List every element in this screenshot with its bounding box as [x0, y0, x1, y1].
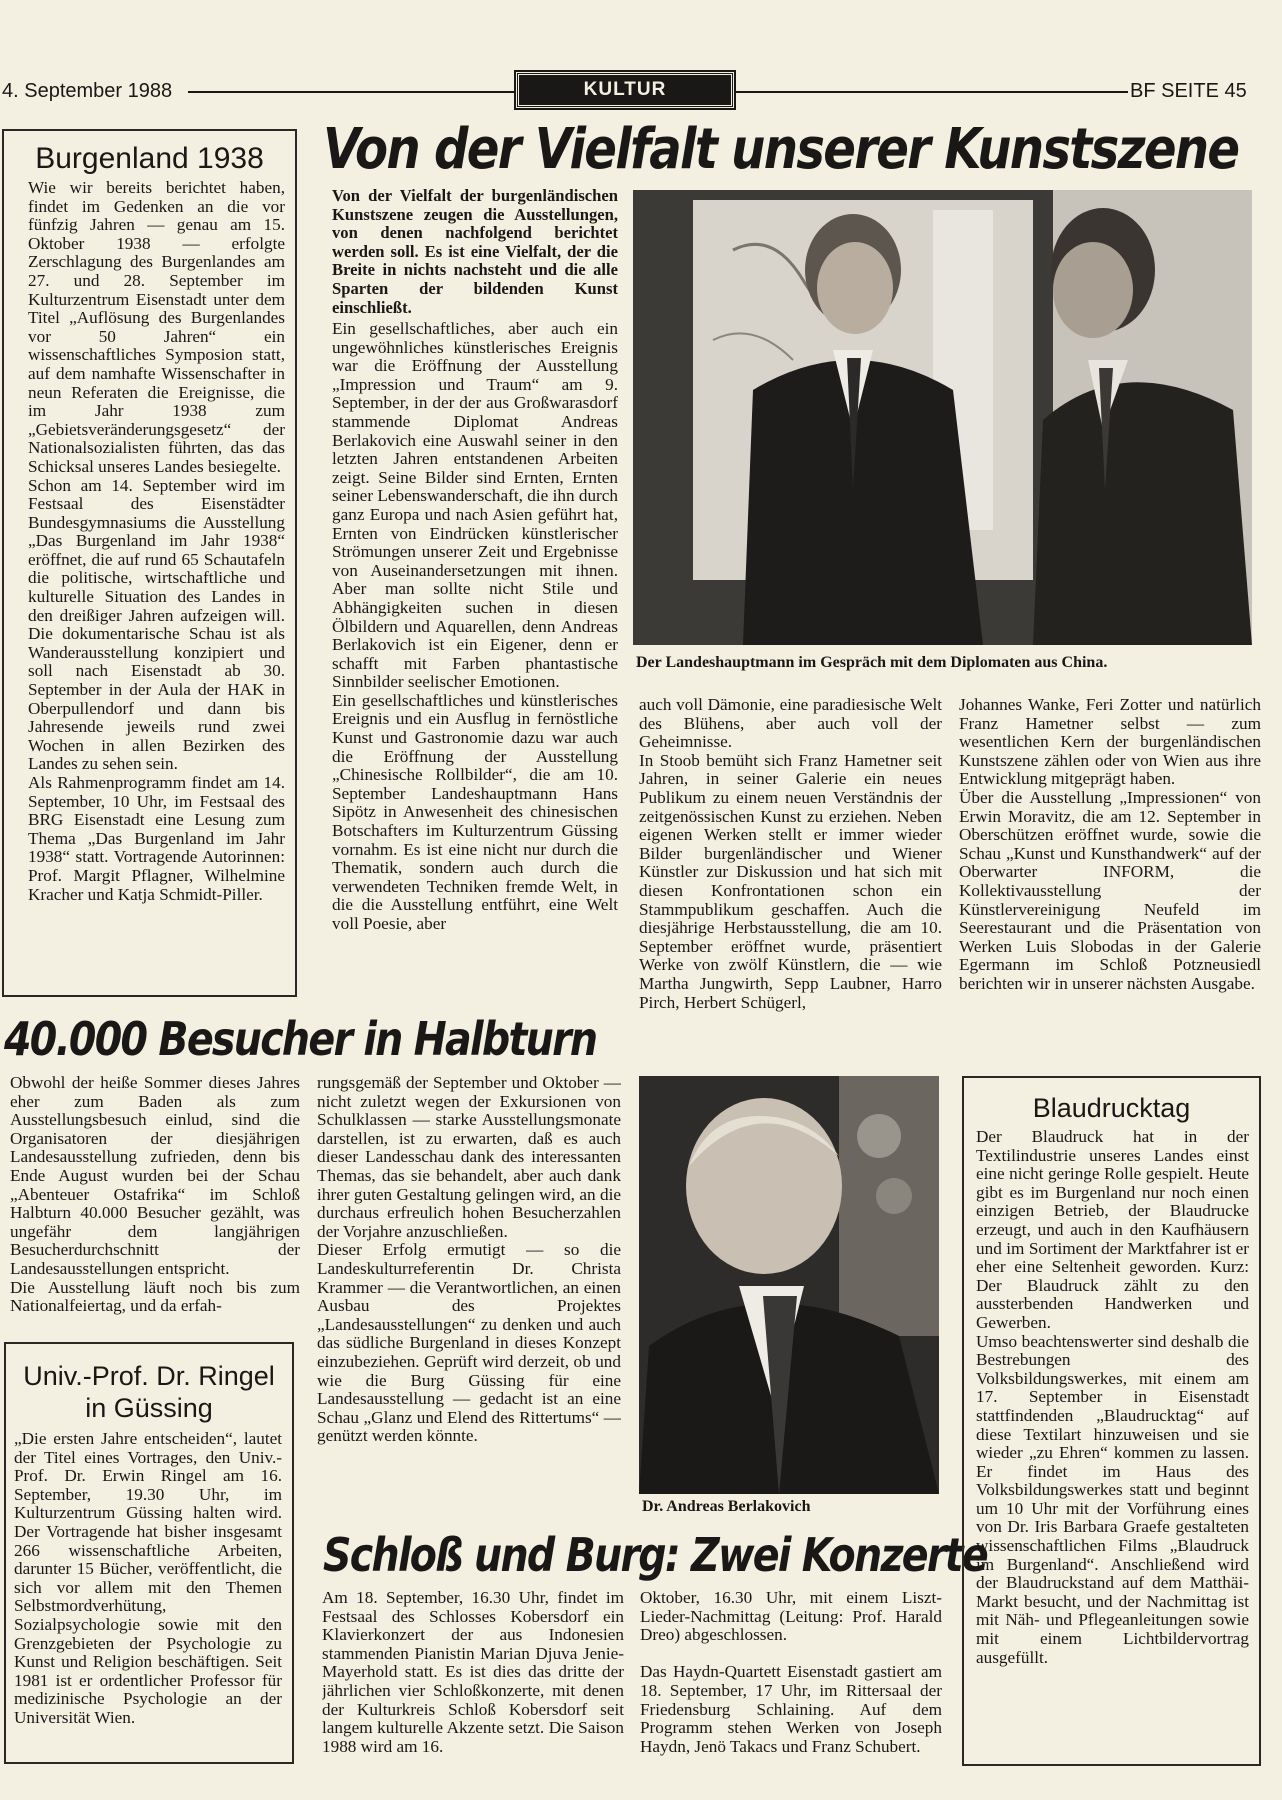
photo-diplomats-illustration	[633, 190, 1252, 645]
konzerte-headline: Schloß und Burg: Zwei Konzerte	[323, 1528, 987, 1582]
portrait-caption: Dr. Andreas Berlakovich	[642, 1498, 811, 1515]
burgenland-1938-title: Burgenland 1938	[35, 142, 264, 175]
konzerte-col1: Am 18. September, 16.30 Uhr, findet im Festsaal des Schlosses Kobersdorf ein Klavierkonzert der aus Indonesien stammenden Pianistin Marian Djuva Jenie-Mayerhold statt. Es ist dies das dritte der jährlichen vier Schloßkonzerte, mit denen der Kulturkreis Schloß Kobersdorf seit langem kulturelle Akzente setzt. Die Saison 1988 wird am 16.	[322, 1589, 624, 1756]
header-rule-right	[736, 91, 1128, 93]
halbturn-col1: Obwohl der heiße Sommer dieses Jahres eher zum Baden als zum Ausstellungsbesuch einlud, sind die Organisatoren der diesjährigen Landesausstellung zufrieden, denn bis Ende August wurden bei der Schau „Abenteuer Ostafrika“ im Schloß Halbturn 40.000 Besucher gezählt, was ungefähr dem langjährigen Besucherdurchschnitt der Landesausstellungen entspricht. Die Ausstellung läuft noch bis zum Nationalfeiertag, und da erfah-	[10, 1074, 300, 1316]
issue-date: 4. September 1988	[2, 80, 173, 102]
main-photo-caption: Der Landeshauptmann im Gespräch mit dem Diplomaten aus China.	[636, 654, 1108, 671]
ringel-title-line2: in Güssing	[85, 1393, 213, 1423]
portrait-berlakovich-illustration	[639, 1076, 939, 1494]
ringel-title-line1: Univ.-Prof. Dr. Ringel	[23, 1361, 275, 1391]
main-headline: Von der Vielfalt unserer Kunstszene	[323, 117, 1239, 182]
blaudruck-box	[962, 1076, 1261, 1766]
page-number: BF SEITE 45	[1130, 80, 1247, 102]
main-col2: auch voll Dämonie, eine paradiesische Welt des Blühens, aber auch voll der Geheimnisse. In Stoob bemüht sich Franz Hametner seit Jahren, in seiner Galerie ein neues Publikum zu einem neuen Verständnis der zeitgenössischen Kunst zu erziehen. Neben eigenen Werken stellt er immer wieder Bilder burgenländischer und Wiener Künstler zur Diskussion und hat sich mit diesen Konfrontationen schon ein Stammpublikum geschaffen. Auch die diesjährige Herbstausstellung, die am 10. September eröffnet wurde, präsentiert Werke von zwölf Künstlern, die — wie Martha Jungwirth, Sepp Laubner, Harro Pirch, Herbert Schügerl,	[639, 696, 942, 1012]
header-rule-left	[188, 91, 516, 93]
section-label: KULTUR	[583, 79, 667, 100]
portrait-photo	[639, 1076, 939, 1494]
blaudruck-title: Blaudrucktag	[1032, 1093, 1191, 1123]
ringel-text: „Die ersten Jahre entscheiden“, lautet der Titel eines Vortrages, den Univ.-Prof. Dr. Erwin Ringel am 16. September, 19.30 Uhr, im Kulturzentrum Güssing halten wird. Der Vortragende hat bisher insgesamt 266 wissenschaftliche Arbeiten, darunter 15 Bücher, veröffentlicht, die sich vor allem mit den Themen Selbstmordverhütung, Sozialpsychologie sowie mit den Grenzgebieten der Psychologie zu Kunst und Religion beschäftigen. Seit 1981 ist er ordentlicher Professor für medizinische Psychologie an der Universität Wien.	[14, 1429, 282, 1727]
burgenland-1938-box	[2, 129, 297, 997]
konzerte-col2: Oktober, 16.30 Uhr, mit einem Liszt-Lieder-Nachmittag (Leitung: Prof. Harald Dreo) abgeschlossen. Das Haydn-Quartett Eisenstadt gastiert am 18. September, 17 Uhr, im Rittersaal der Friedensburg Schlaining. Auf dem Programm stehen Werken von Joseph Haydn, Jenö Takacs und Franz Schubert.	[640, 1589, 942, 1756]
ringel-box	[4, 1342, 294, 1764]
main-col1: Ein gesellschaftliches, aber auch ein ungewöhnliches künstlerisches Ereignis war die Eröffnung der Ausstellung „Impression und Traum“ am 9. September, in der der aus Großwarasdorf stammende Diplomat Andreas Berlakovich eine Auswahl seiner in den letzten Jahren entstandenen Arbeiten zeigt. Seine Bilder sind Ernten, Ernten seiner Lebenswanderschaft, die ihn durch ganz Europa und nach Asien geführt hat, Ernten von Eindrücken künstlerischer Strömungen unserer Zeit und Ergebnisse von Auseinandersetzungen mit ihnen. Aber man sollte nicht Stile und Abhängigkeiten suchen in diesen Ölbildern und Aquarellen, denn Andreas Berlakovich ist ein Eigener, denn er schafft mit Farben phantastische Sinnbilder seelischer Emotionen. Ein gesellschaftliches und künstlerisches Ereignis und ein Ausflug in fernöstliche Kunst und Gastronomie dazu war auch die Eröffnung der Ausstellung „Chinesische Rollbilder“, die am 10. September Landeshauptmann Hans Sipötz in Anwesenheit des chinesischen Botschafters im Kulturzentrum Güssing vornahm. Es ist eine nicht nur durch die Thematik, sondern auch durch die verwendeten Techniken fremde Welt, in die die Ausstellung entführt, eine Welt voll Poesie, aber	[332, 320, 618, 933]
main-photo	[633, 190, 1252, 645]
halbturn-headline: 40.000 Besucher in Halbturn	[4, 1012, 597, 1066]
halbturn-col2: rungsgemäß der September und Oktober — nicht zuletzt wegen der Exkursionen von Schulklassen — starke Ausstellungsmonate darstellen, ist zu erwarten, daß es auch dieser Landesschau dank des interessanten Themas, das sie behandelt, aber auch dank ihrer guten Gestaltung gelingen wird, an die durchaus erfreulich hohen Besucherzahlen der Vorjahre anzuschließen. Dieser Erfolg ermutigt — so die Landeskulturreferentin Dr. Christa Krammer — die Verantwortlichen, an einen Ausbau des Projektes „Landesausstellungen“ zu denken und auch das südliche Burgenland in dieses Konzept einzubeziehen. Geprüft wird derzeit, ob und wie die Burg Güssing für eine Landesausstellung — gedacht ist an eine Schau „Glanz und Elend des Rittertums“ — genützt werden könnte.	[317, 1074, 621, 1446]
blaudruck-text: Der Blaudruck hat in der Textilindustrie unseres Landes einst eine nicht geringe Rolle gespielt. Heute gibt es im Burgenland nur noch einen einzigen Betrieb, der Blaudrucke erzeugt, und auch in den Kaufhäusern und im Sortiment der Marktfahrer ist er eher eine Seltenheit geworden. Kurz: Der Blaudruck zählt zu den aussterbenden Handwerken und Gewerben. Umso beachtenswerter sind deshalb die Bestrebungen des Volksbildungswerkes, mit einem am 17. September in Eisenstadt stattfindenden „Blaudrucktag“ auf diese Textilart hinzuweisen und sie wieder „zu Ehren“ kommen zu lassen. Er findet im Haus des Volksbildungswerkes statt und beginnt um 10 Uhr mit der Vorführung eines von Dr. Iris Barbara Graefe gestalteten wissenschaftlichen Films „Blaudruck im Burgenland“. Anschließend wird der Blaudruckstand auf dem Matthäi-Markt besucht, und der Nachmittag ist mit Näh- und Pflegeanleitungen sowie mit einem Lichtbildervortrag ausgefüllt.	[976, 1127, 1249, 1667]
burgenland-1938-text: Wie wir bereits berichtet haben, findet im Gedenken an die vor fünfzig Jahren — genau am 15. Oktober 1938 — erfolgte Zerschlagung des Burgenlandes am 27. und 28. September im Kulturzentrum Eisenstadt unter dem Titel „Auflösung des Burgenlandes vor 50 Jahren“ ein wissenschaftliches Symposion statt, auf dem namhafte Wissenschafter in neun Referaten die Ereignisse, die im Jahr 1938 zum „Gebietsveränderungsgesetz“ der Nationalsozialisten führten, das das Schicksal unseres Landes besiegelte. Schon am 14. September wird im Festsaal des Eisenstädter Bundesgymnasiums die Ausstellung „Das Burgenland im Jahr 1938“ eröffnet, die auf rund 65 Schautafeln die politische, wirtschaftliche und kulturelle Situation des Landes in den dreißiger Jahren aufzeigen will. Die dokumentarische Schau ist als Wanderausstellung konzipiert und soll nach Eisenstadt ab 30. September in der Aula der HAK in Oberpullendorf und dann bis Jahresende jeweils rund zwei Wochen in allen Bezirken des Landes zu sehen sein. Als Rahmenprogramm findet am 14. September, 10 Uhr, im Festsaal des BRG Eisenstadt eine Lesung zum Thema „Das Burgenland im Jahr 1938“ statt. Vortragende Autorinnen: Prof. Margit Pflagner, Wilhelmine Kracher und Katja Schmidt-Piller.	[28, 178, 285, 904]
section-banner	[516, 72, 734, 108]
main-lead: Von der Vielfalt der burgenländischen Kunstszene zeugen die Ausstellungen, von denen nachfolgend berichtet werden soll. Es ist eine Vielfalt, der die Breite in nichts nachsteht und die alle Sparten der bildenden Kunst einschließt.	[332, 187, 618, 317]
main-col3: Johannes Wanke, Feri Zotter und natürlich Franz Hametner selbst — zum wesentlichen Kern der burgenländischen Kunstszene zählen oder von Wien aus ihre Entwicklung mitgeprägt haben. Über die Ausstellung „Impressionen“ von Erwin Moravitz, die am 12. September in Oberschützen eröffnet wurde, sowie die Schau „Kunst und Kunsthandwerk“ auf der Oberwarter INFORM, die Kollektivausstellung der Künstlervereinigung Neufeld im Seerestaurant und die Präsentation von Werken Luis Slobodas in der Galerie Egermann im Schloß Potzneusiedl berichten wir in unserer nächsten Ausgabe.	[959, 696, 1261, 993]
